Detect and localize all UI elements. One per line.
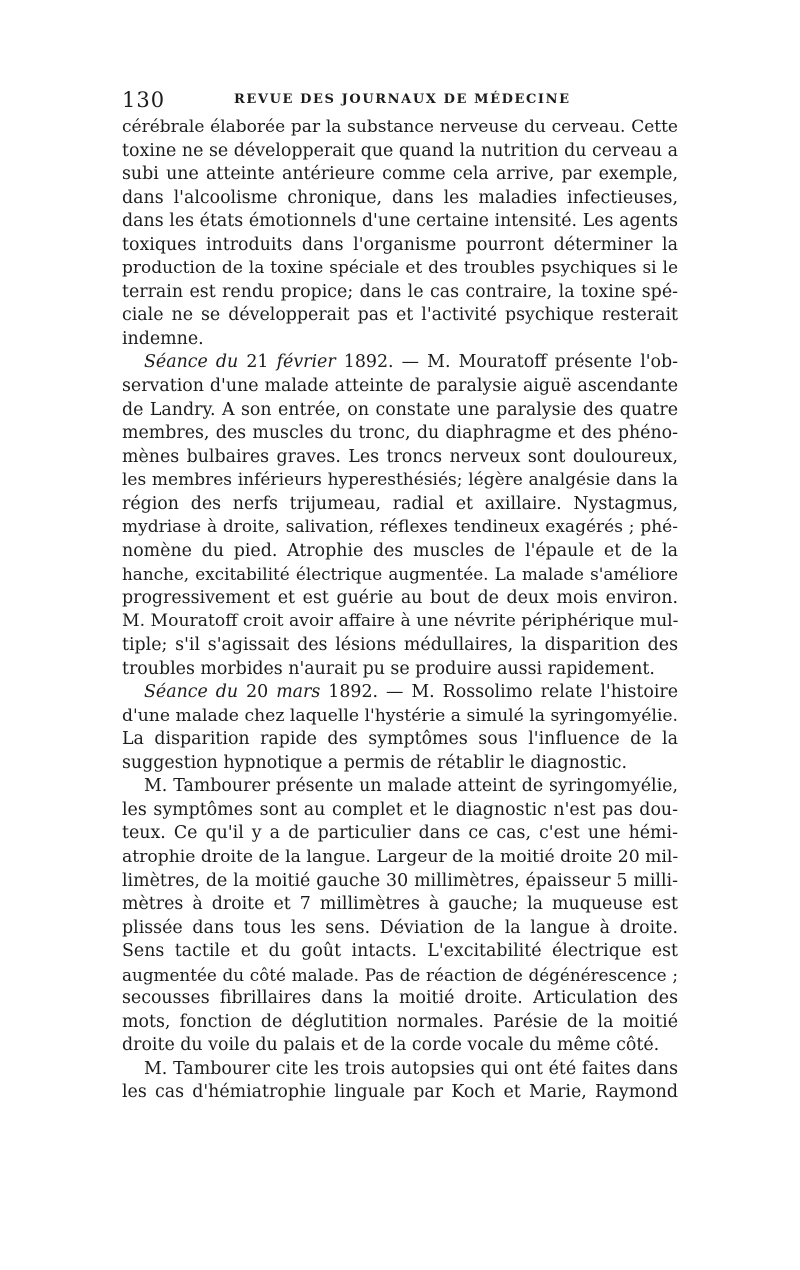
- text-line: limètres, de la moitié gauche 30 millimètres, épaisseur 5 milli-: [122, 870, 678, 891]
- text-line: hanche, excitabilité électrique augmentée. La malade s'améliore: [122, 564, 678, 585]
- paragraph-seance-fevrier: [122, 351, 678, 681]
- text-line: teux. Ce qu'il y a de particulier dans ce cas, c'est une hémi-: [122, 823, 678, 844]
- text-line: dans les états émotionnels d'une certaine intensité. Les agents: [122, 211, 678, 232]
- text-line: [122, 681, 678, 705]
- text-line: d'une malade chez laquelle l'hystérie a simulé la syringomyélie.: [122, 705, 678, 726]
- page-number: 130: [122, 88, 166, 112]
- text-line: dans l'alcoolisme chronique, dans les maladies infectieuses,: [122, 187, 678, 208]
- text-line: les cas d'hémiatrophie linguale par Koch et Marie, Raymond: [122, 1082, 678, 1103]
- text-line: progressivement et est guérie au bout de deux mois environ.: [122, 587, 678, 608]
- text-line: La disparition rapide des symptômes sous l'influence de la: [122, 729, 678, 750]
- text-line: Sens tactile et du goût intacts. L'excitabilité électrique est: [122, 941, 678, 962]
- running-title: REVUE DES JOURNAUX DE MÉDECINE: [234, 92, 571, 107]
- text-line: servation d'une malade atteinte de paralysie aiguë ascendante: [122, 376, 678, 397]
- text-line: nomène du pied. Atrophie des muscles de l'épaule et de la: [122, 540, 678, 561]
- text-line: les symptômes sont au complet et le diagnostic n'est pas dou-: [122, 799, 678, 820]
- paragraph-tambourer-malade: [122, 775, 678, 1058]
- text-line: droite du voile du palais et de la corde vocale du même côté.: [122, 1035, 660, 1056]
- seance-label: Séance du: [144, 682, 239, 703]
- text-line: tiple; s'il s'agissait des lésions médullaires, la disparition des: [122, 635, 678, 656]
- page-header: [122, 88, 678, 114]
- body-text: [122, 116, 678, 1105]
- text-line: indemne.: [122, 328, 204, 349]
- text-line: de Landry. A son entrée, on constate une paralysie des quatre: [122, 399, 678, 420]
- text-line: M. Mouratoff croit avoir affaire à une névrite périphérique mul-: [122, 611, 679, 632]
- text-line: toxiques introduits dans l'organisme pourront déterminer la: [122, 234, 678, 255]
- text-line: [122, 351, 678, 375]
- text-line: mots, fonction de déglutition normales. Parésie de la moitié: [122, 1011, 678, 1032]
- seance-label: Séance du: [144, 352, 239, 373]
- text-line: plissée dans tous les sens. Déviation de la langue à droite.: [122, 917, 678, 938]
- text-line: cérébrale élaborée par la substance nerveuse du cerveau. Cette: [122, 117, 678, 137]
- text-line: augmentée du côté malade. Pas de réaction de dégénérescence ;: [122, 964, 678, 985]
- text-line: troubles morbides n'aurait pu se produire aussi rapidement.: [122, 658, 655, 679]
- text-line: région des nerfs trijumeau, radial et axillaire. Nystagmus,: [122, 493, 678, 514]
- text-line: atrophie droite de la langue. Largeur de la moitié droite 20 mil-: [122, 846, 679, 867]
- text-line: production de la toxine spéciale et des troubles psychiques si le: [122, 258, 678, 279]
- text-line-rest: 1892. — M. Mouratoff présente l'ob-: [343, 352, 679, 373]
- text-line: mènes bulbaires graves. Les troncs nerveux sont douloureux,: [122, 446, 678, 467]
- seance-month: mars: [276, 682, 321, 703]
- seance-month: février: [276, 352, 336, 373]
- text-line: suggestion hypnotique a permis de rétablir le diagnostic.: [122, 752, 628, 773]
- seance-day: 20: [246, 682, 269, 703]
- paragraph-tambourer-autopsies: [122, 1058, 678, 1105]
- text-line: les membres inférieurs hyperesthésiés; légère analgésie dans la: [122, 470, 678, 491]
- text-line: membres, des muscles du tronc, du diaphragme et des phéno-: [122, 423, 678, 444]
- text-line: ciale ne se développerait pas et l'activité psychique resterait: [122, 305, 678, 326]
- text-line-rest: 1892. — M. Rossolimo relate l'histoire: [328, 682, 679, 703]
- text-line: toxine ne se développerait que quand la nutrition du cerveau a: [122, 140, 678, 161]
- paragraph-toxine: [122, 116, 678, 351]
- text-line: mydriase à droite, salivation, réflexes tendineux exagérés ; phé-: [122, 517, 678, 538]
- text-line: subi une atteinte antérieure comme cela arrive, par exemple,: [122, 164, 678, 185]
- text-line: secousses fibrillaires dans la moitié droite. Articulation des: [122, 988, 678, 1009]
- text-line: terrain est rendu propice; dans le cas contraire, la toxine spé-: [122, 281, 678, 302]
- text-line: M. Tambourer cite les trois autopsies qui ont été faites dans: [144, 1058, 678, 1079]
- text-line: mètres à droite et 7 millimètres à gauche; la muqueuse est: [122, 894, 678, 915]
- text-line: M. Tambourer présente un malade atteint de syringomyélie,: [144, 776, 678, 797]
- paragraph-seance-mars: [122, 681, 678, 775]
- seance-day: 21: [246, 352, 269, 373]
